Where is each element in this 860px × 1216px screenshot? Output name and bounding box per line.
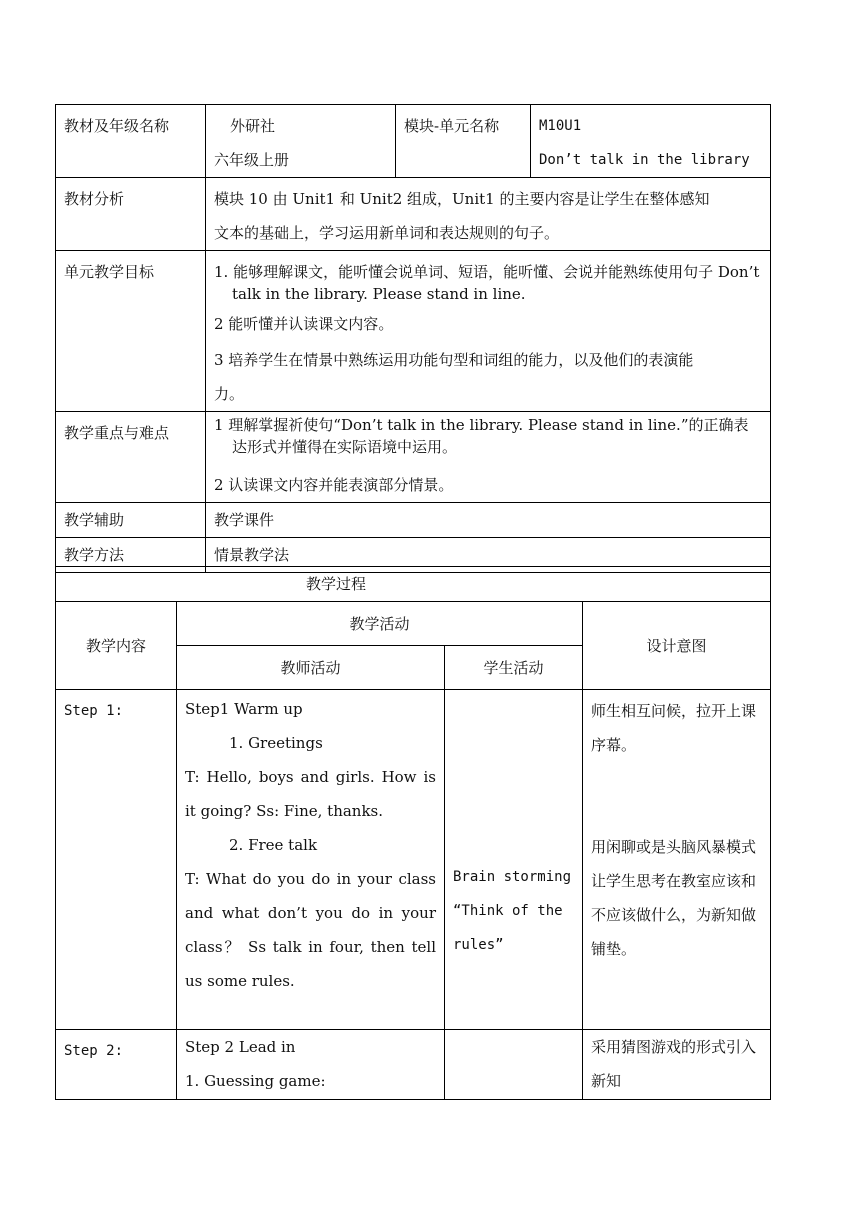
analysis-cell xyxy=(206,178,771,251)
step-2-student xyxy=(445,1030,583,1100)
label-key-points: 教学重点与难点 xyxy=(56,412,206,503)
label-book: 教材及年级名称 xyxy=(56,105,206,178)
goal-3-line-2: 力。 xyxy=(214,385,245,403)
label-analysis: 教材分析 xyxy=(56,178,206,251)
grade: 六年级上册 xyxy=(214,151,290,169)
label-goals: 单元教学目标 xyxy=(56,251,206,412)
col-intent: 设计意图 xyxy=(583,602,771,690)
step-2-teacher xyxy=(177,1030,445,1100)
step-2-intent-1: 采用猜图游戏的形式引入新知 xyxy=(591,1038,757,1090)
module-cell xyxy=(531,105,771,178)
analysis-line-1: 模块 10 由 Unit1 和 Unit2 组成，Unit1 的主要内容是让学生在整体感知 xyxy=(214,190,710,208)
label-method: 教学方法 xyxy=(56,538,206,573)
key-point-2: 2 认读课文内容并能表演部分情景。 xyxy=(214,476,454,494)
goals-cell xyxy=(206,251,771,412)
step-1-teacher-line: Step1 Warm up xyxy=(185,700,303,718)
key-point-1: 1 理解掌握祈使句“Don’t talk in the library. Please stand in line.”的正确表达形式并懂得在实际语境中运用。 xyxy=(214,416,749,456)
step-1-teacher xyxy=(177,690,445,1030)
step-1-intent-2: 用闲聊或是头脑风暴模式让学生思考在教室应该和不应该做什么，为新知做铺垫。 xyxy=(591,838,757,958)
col-activity: 教学活动 xyxy=(177,602,583,646)
label-aid: 教学辅助 xyxy=(56,503,206,538)
key-points-cell xyxy=(206,412,771,503)
publisher: 外研社 xyxy=(230,117,276,135)
process-table xyxy=(55,566,771,1100)
table-row xyxy=(56,690,771,1030)
method: 情景教学法 xyxy=(206,538,771,573)
col-content: 教学内容 xyxy=(56,602,177,690)
step-2-label: Step 2: xyxy=(56,1030,177,1100)
process-title: 教学过程 xyxy=(306,575,367,593)
module-code: M10U1 xyxy=(539,118,582,134)
step-1-teacher-line: T: Hello, boys and girls. How is it going? Ss: Fine, thanks. xyxy=(185,768,436,820)
col-student: 学生活动 xyxy=(445,646,583,690)
unit-title: Don’t talk in the library xyxy=(539,152,750,168)
publisher-cell xyxy=(206,105,396,178)
label-module: 模块-单元名称 xyxy=(396,105,531,178)
step-1-teacher-line: 2. Free talk xyxy=(229,836,318,854)
step-2-intent xyxy=(583,1030,771,1100)
col-teacher: 教师活动 xyxy=(177,646,445,690)
step-1-student-text: Brain storming “Think of the rules” xyxy=(453,869,572,953)
step-2-teacher-line: 1. Guessing game: xyxy=(185,1072,326,1090)
aid: 教学课件 xyxy=(206,503,771,538)
analysis-line-2: 文本的基础上，学习运用新单词和表达规则的句子。 xyxy=(214,224,560,242)
step-1-student xyxy=(445,690,583,1030)
table-row xyxy=(56,1030,771,1100)
goal-1: 1. 能够理解课文，能听懂会说单词、短语，能听懂、会说并能熟练使用句子 Don’t talk in the library. Please stand in line. xyxy=(214,263,760,303)
step-1-intent xyxy=(583,690,771,1030)
step-1-label: Step 1: xyxy=(56,690,177,1030)
info-table xyxy=(55,104,771,573)
step-2-teacher-line: Step 2 Lead in xyxy=(185,1038,296,1056)
goal-3-line-1: 3 培养学生在情景中熟练运用功能句型和词组的能力，以及他们的表演能 xyxy=(214,351,694,369)
process-title-cell xyxy=(56,567,771,602)
step-1-intent-1: 师生相互问候，拉开上课序幕。 xyxy=(591,702,757,754)
step-1-teacher-line: T: What do you do in your class and what don’t you do in your class？ Ss talk in four, then tell us some rules. xyxy=(185,870,436,990)
goal-2: 2 能听懂并认读课文内容。 xyxy=(214,315,394,333)
step-1-teacher-line: 1. Greetings xyxy=(229,734,323,752)
